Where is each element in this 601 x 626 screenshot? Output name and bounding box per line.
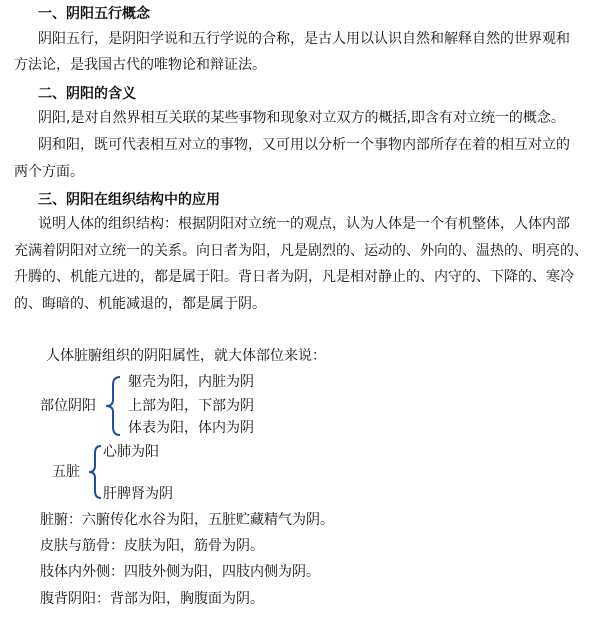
section-2-para-2-line-2: 两个方面。 (14, 164, 84, 180)
section-3-line-4: 的、晦暗的、机能减退的，都是属于阴。 (14, 296, 266, 312)
wuzang-label: 五脏 (52, 464, 80, 480)
section-3-title: 三、阴阳在组织结构中的应用 (38, 192, 220, 208)
section-1-line-1: 阴阳五行，是阴阳学说和五行学说的合称，是古人用以认识自然和解释自然的世界观和 (38, 31, 570, 47)
section-2-para-2-line-1: 阴和阳，既可代表相互对立的事物，又可用以分析一个事物内部所存在着的相互对立的 (38, 137, 570, 153)
section-1-line-2: 方法论，是我国古代的唯物论和辩证法。 (14, 57, 266, 73)
buwei-item-2: 上部为阳，下部为阴 (128, 398, 254, 414)
section-1-title: 一、阴阳五行概念 (38, 6, 150, 22)
section-2-para-1: 阴阳,是对自然界相互关联的某些事物和现象对立双方的概括,即含有对立统一的概念。 (38, 110, 565, 126)
buwei-label: 部位阴阳 (40, 398, 96, 414)
wuzang-brace (86, 443, 104, 501)
tail-line-3: 肢体内外侧：四肢外侧为阳，四肢内侧为阴。 (40, 564, 320, 580)
tail-line-4: 腹背阴阳：背部为阳，胸腹面为阴。 (40, 591, 264, 607)
tail-line-2: 皮肤与筋骨：皮肤为阳，筋骨为阴。 (40, 538, 264, 554)
wuzang-item-1: 心肺为阳 (103, 444, 159, 460)
buwei-item-1: 躯壳为阳，内脏为阴 (128, 374, 254, 390)
tail-line-1: 脏腑：六腑传化水谷为阳，五脏贮藏精气为阴。 (40, 512, 334, 528)
section-3-line-3: 升腾的、机能亢进的，都是属于阳。背日者为阴，凡是相对静止的、内守的、下降的、寒冷 (14, 269, 574, 285)
buwei-brace (102, 374, 124, 438)
section-3-line-1: 说明人体的组织结构：根据阴阳对立统一的观点，认为人体是一个有机整体，人体内部 (38, 216, 570, 232)
intro-text: 人体脏腑组织的阴阳属性，就大体部位来说： (46, 348, 326, 364)
section-2-title: 二、阴阳的含义 (38, 86, 136, 102)
section-3-line-2: 充满着阴阳对立统一的关系。向日者为阳，凡是剧烈的、运动的、外向的、温热的、明亮的、 (14, 243, 588, 259)
buwei-item-3: 体表为阳，体内为阴 (128, 420, 254, 436)
wuzang-item-2: 肝脾肾为阴 (103, 486, 173, 502)
